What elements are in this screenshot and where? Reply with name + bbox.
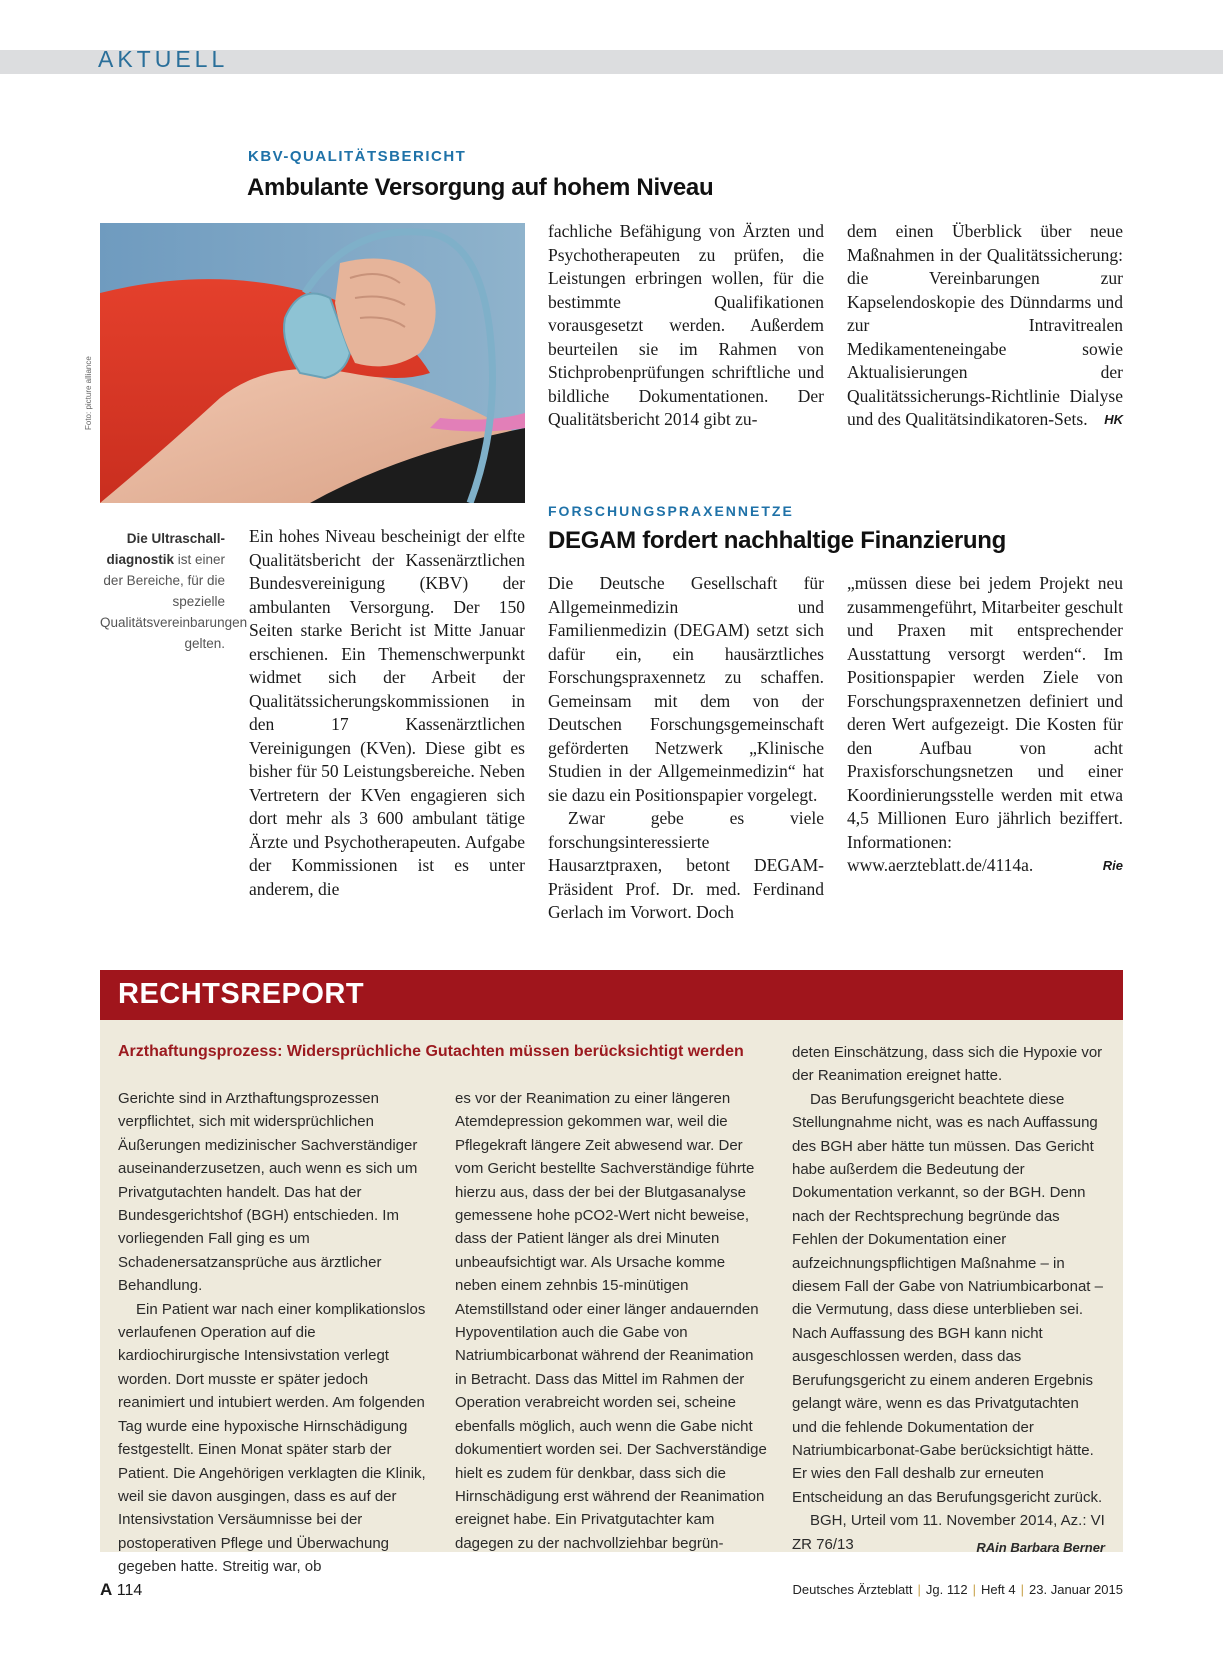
- section-label: AKTUELL: [98, 46, 229, 72]
- rechtsreport-column-1: [118, 1087, 430, 1579]
- article2-col2-text: [847, 572, 1123, 878]
- article2-column-2: [847, 572, 1123, 878]
- ultrasound-illustration: [100, 223, 525, 503]
- page-prefix: A: [100, 1580, 113, 1599]
- rechtsreport-col3-p3: [792, 1509, 1105, 1556]
- ultrasound-photo: [100, 223, 525, 503]
- article2-author: Rie: [1102, 858, 1123, 873]
- rechtsreport-col2-text: es vor der Reanimation zu einer längeren Atemdepression gekommen war, weil die Pflegekraft längere Zeit abwesend war. Der vom Gericht bestellte Sachverständige führte hierzu aus, dass der bei der Blutgasanalyse gemessene hohe pCO2-Wert nicht beweise, dass der Patient länger als drei Minuten unbeaufsichtigt war. Als Ursache komme neben einem zehnbis 15-minütigen Atemstillstand oder einer länger andauernden Hypoventilation auch die Gabe von Natriumbicarbonat während der Reanimation in Betracht. Dass das Mittel im Rahmen der Operation verabreicht worden sei, scheine ebenfalls möglich, auch wenn die Gabe nicht dokumentiert worden sei. Der Sachverständige hielt es zudem für denkbar, dass sich die Hirnschädigung erst während der Reanimation ereignet habe. Ein Privatgutachter kam dagegen zu der nachvollziehbar begrün-: [455, 1090, 767, 1552]
- rechtsreport-col3-p1: deten Einschätzung, dass sich die Hypoxie vor der Reanimation ereignet hatte.: [792, 1044, 1103, 1085]
- article1-col2-text: fachliche Befähigung von Ärzten und Psychotherapeuten zu prüfen, die Leistungen erbringen wollen, für die bestimmte Qualifikationen vorausgesetzt werden. Außerdem beurteilen sie im Rahmen von Stichprobenprüfungen schriftliche und bildliche Dokumentationen. Der Qualitätsbericht 2014 gibt zu-: [548, 221, 824, 429]
- article2-col1-p1: Die Deutsche Gesellschaft für Allgemeinmedizin und Familienmedizin (DEGAM) setzt sich dafür ein, ein hausärztliches Forschungspraxennetz zu schaffen. Gemeinsam mit dem von der Deutschen Forschungsgemeinschaft geförderten Netzwerk „Klinische Studien in der Allgemeinmedizin“ hat sie dazu ein Positionspapier vorgelegt.: [548, 573, 824, 805]
- rechtsreport-title: RECHTSREPORT: [118, 978, 365, 1010]
- article2-col2-body: „müssen diese bei jedem Projekt neu zusammengeführt, Mitarbeiter geschult und Praxen mit entsprechender Ausstattung versorgt werden“. Im Positionspapier werden Ziele von Forschungspraxennetzen definiert und deren Wert aufgezeigt. Die Kosten für den Aufbau von acht Praxisforschungsnetzen und einer Koordinierungsstelle werden mit etwa 4,5 Millionen Euro jährlich beziffert. Informationen: www.aerzteblatt.de/4114a.: [847, 573, 1123, 875]
- article2-kicker: FORSCHUNGSPRAXENNETZE: [548, 503, 794, 519]
- rechtsreport-col1-p2: Ein Patient war nach einer komplikationslos verlaufenen Operation auf die kardiochirurgische Intensivstation verlegt worden. Dort musste er später jedoch reanimiert und intubiert werden. Am folgenden Tag wurde eine hypoxische Hirnschädigung festgestellt. Einen Monat später starb der Patient. Die Angehörigen verklagten die Klinik, weil sie davon ausgingen, dass es auf der Intensivstation Versäumnisse bei der postoperativen Pflege und Überwachung gegeben hatte. Streitig war, ob: [118, 1300, 426, 1576]
- article2-col1-p2: Zwar gebe es viele forschungsinteressierte Hausarztpraxen, betont DEGAM-Präsident Prof. Dr. med. Ferdinand Gerlach im Vorwort. Doch: [548, 808, 824, 922]
- publication-volume: Jg. 112: [925, 1582, 968, 1597]
- page-number: [100, 1580, 142, 1600]
- rechtsreport-column-2: [455, 1087, 767, 1555]
- publication-name: Deutsches Ärzteblatt: [792, 1582, 913, 1597]
- publication-info: Deutsches Ärzteblatt | Jg. 112 | Heft 4 | 23. Januar 2015: [792, 1582, 1123, 1597]
- caption-text: ist einer der Bereiche, für die spezielle Qualitätsvereinbarungen gelten.: [100, 552, 248, 651]
- article1-kicker: KBV-QUALITÄTSBERICHT: [248, 148, 467, 165]
- page-number-value: 114: [116, 1582, 143, 1599]
- photo-caption: [100, 528, 248, 654]
- photo-credit: Foto: picture alliance: [84, 356, 93, 430]
- article2-column-1: [548, 572, 824, 925]
- article1-headline: Ambulante Versorgung auf hohem Niveau: [247, 174, 714, 201]
- caption-bold: Die Ultraschalldiagnostik: [106, 531, 225, 567]
- rechtsreport-citation: BGH, Urteil vom 11. November 2014, Az.: VI ZR 76/13: [792, 1512, 1105, 1553]
- publication-issue: Heft 4: [980, 1582, 1016, 1597]
- rechtsreport-author: RAin Barbara Berner: [976, 1539, 1105, 1555]
- article1-column-3: [847, 220, 1123, 432]
- article2-headline: DEGAM fordert nachhaltige Finanzierung: [548, 527, 1006, 554]
- rechtsreport-headline: Arzthaftungsprozess: Widersprüchliche Gutachten müssen berücksichtigt werden: [118, 1043, 744, 1060]
- article1-column-1: [249, 525, 525, 901]
- rechtsreport-col3-p2: Das Berufungsgericht beachtete diese Stellungnahme nicht, was es nach Auffassung des BGH aber hätte tun müssen. Das Gericht habe außerdem die Bedeutung der Dokumentation verkannt, so der BGH. Denn nach der Rechtsprechung begründe das Fehlen der Dokumentation einer aufzeichnungspflichtigen Maßnahme – in diesem Fall der Gabe von Natriumbicarbonat – die Vermutung, dass diese unterblieben sei. Nach Auffassung des BGH kann nicht ausgeschlossen werden, dass das Berufungsgericht zu einem anderen Ergebnis gelangt wäre, wenn es das Privatgutachten und die fehlende Dokumentation der Natriumbicarbonat-Gabe berücksichtigt hätte. Er wies den Fall deshalb zur erneuten Entscheidung an das Berufungsgericht zurück.: [792, 1090, 1103, 1506]
- article1-col3-body: dem einen Überblick über neue Maßnahmen in der Qualitätssicherung: die Vereinbarungen zur Kapselendoskopie des Dünndarms und zur Intravitrealen Medikamenteneingabe sowie Aktualisierungen der Qualitätssicherungs-Richtlinie Dialyse und des Qualitätsindikatoren-Sets.: [847, 221, 1123, 429]
- article1-author: HK: [1104, 412, 1123, 427]
- rechtsreport-col1-p1: Gerichte sind in Arzthaftungsprozessen verpflichtet, sich mit widersprüchlichen Äußerungen medizinischer Sachverständiger auseinanderzusetzen, auch wenn es sich um Privatgutachten handelt. Das hat der Bundesgerichtshof (BGH) entschieden. Im vorliegenden Fall ging es um Schadenersatzansprüche aus ärztlicher Behandlung.: [118, 1090, 418, 1295]
- article1-col3-text: [847, 220, 1123, 432]
- rechtsreport-column-3: [792, 1041, 1105, 1559]
- article1-col1-text: Ein hohes Niveau bescheinigt der elfte Qualitätsbericht der Kassenärztlichen Bundesvereinigung (KBV) der ambulanten Versorgung. Der 150 Seiten starke Bericht ist Mitte Januar erschienen. Ein Themenschwerpunkt widmet sich der Arbeit der Qualitätssicherungskommissionen in den 17 Kassenärztlichen Vereinigungen (KVen). Diese gibt es bisher für 50 Leistungsbereiche. Neben Vertretern der KVen engagieren sich dort mehr als 3 600 ambulant tätige Ärzte und Psychotherapeuten. Aufgabe der Kommissionen ist es unter anderem, die: [249, 526, 525, 899]
- article1-column-2: [548, 220, 824, 432]
- publication-date: 23. Januar 2015: [1029, 1582, 1123, 1597]
